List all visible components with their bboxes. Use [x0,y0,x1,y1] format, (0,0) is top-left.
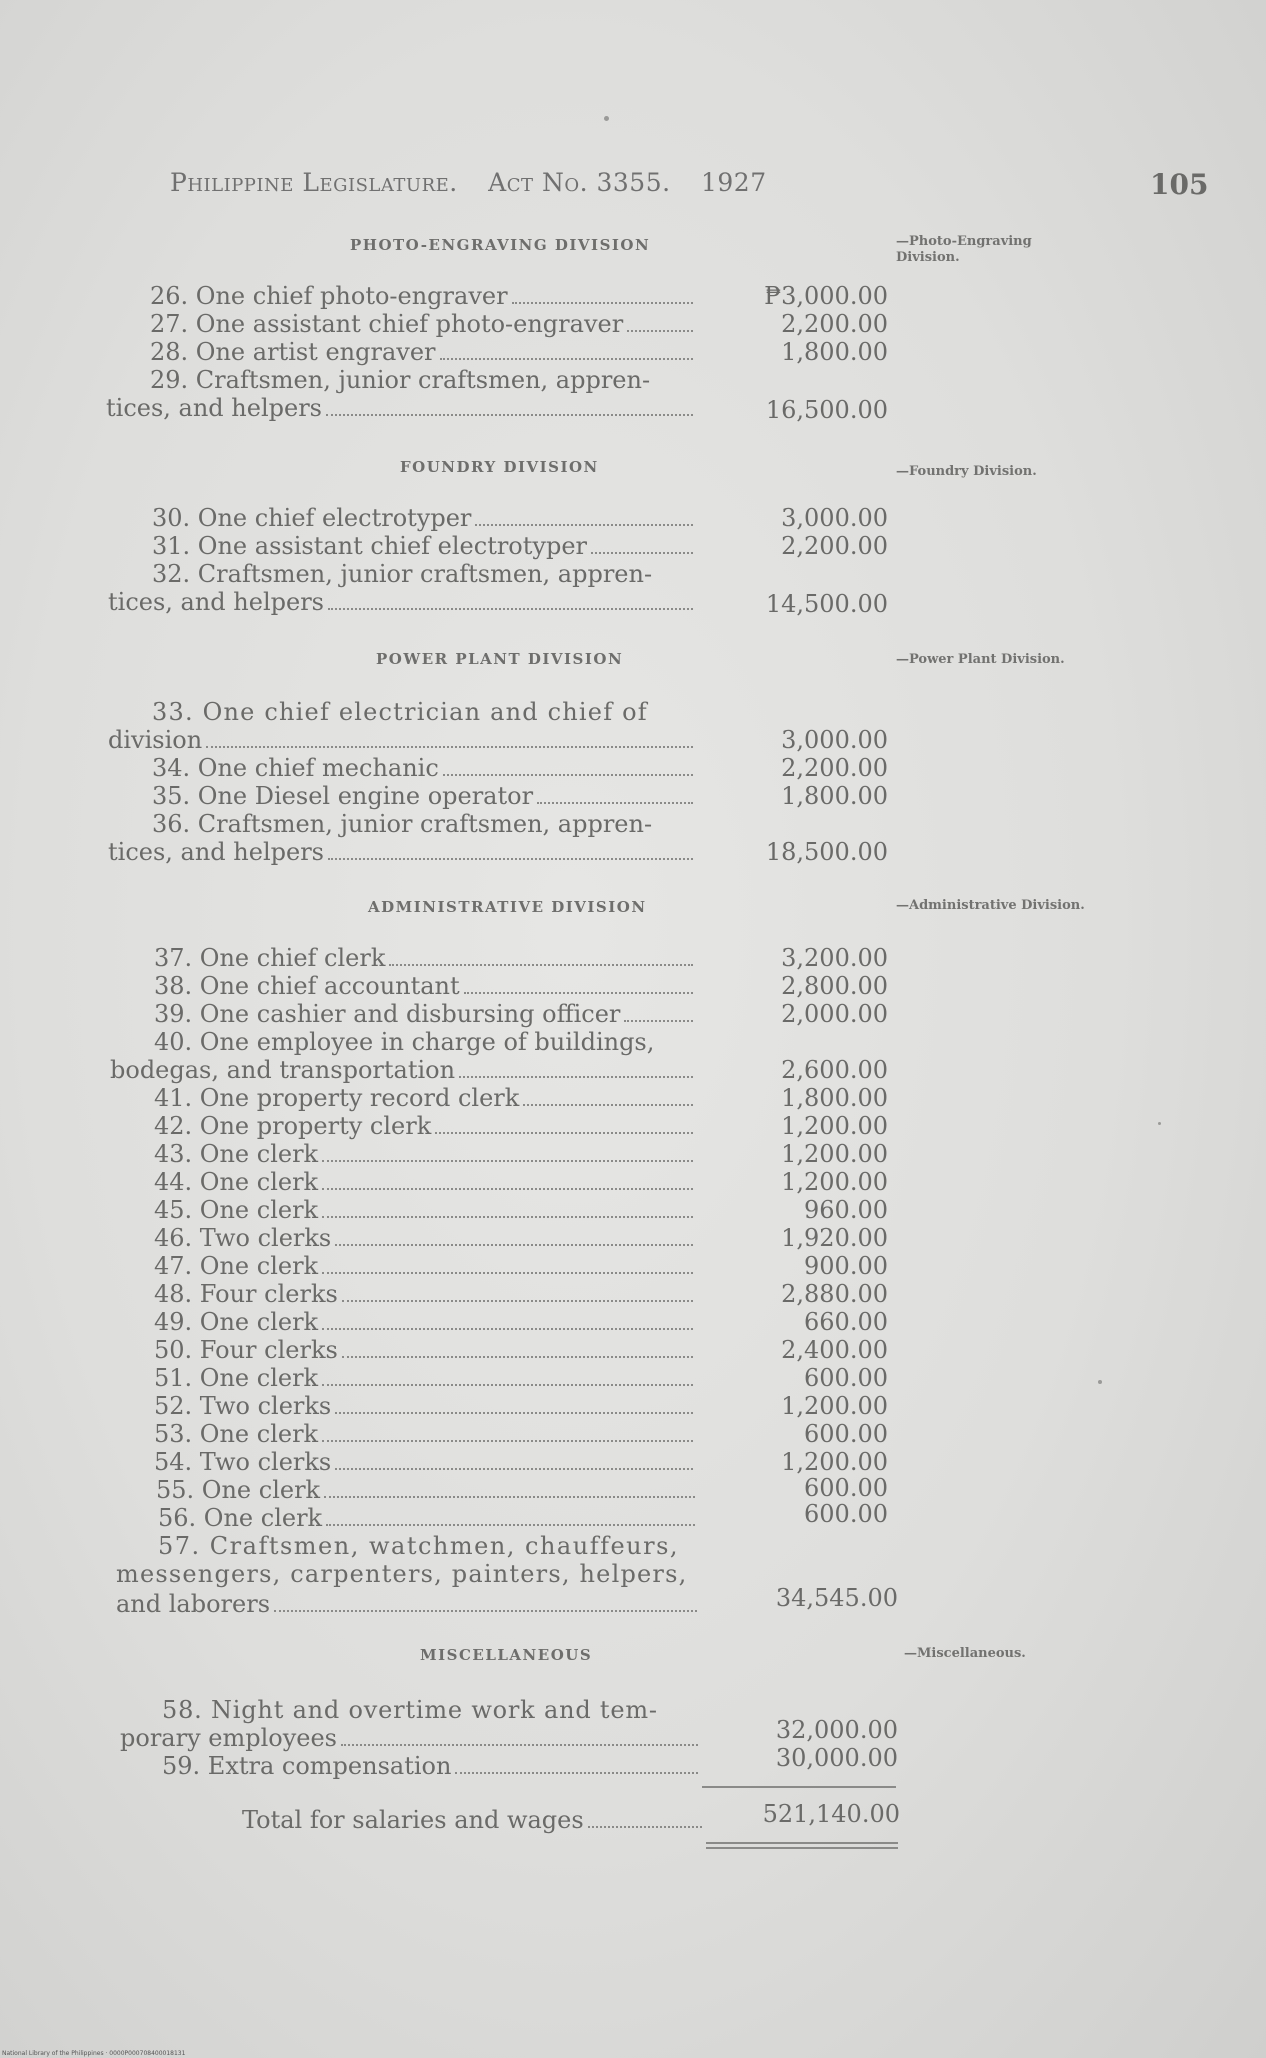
list-item: 56. One clerk [158,1504,697,1532]
amount: 1,920.00 [781,1224,888,1252]
list-item: 43. One clerk [154,1140,695,1168]
list-item: 47. One clerk [154,1252,695,1280]
amount: 2,800.00 [781,972,888,1000]
header-year: 1927 [701,168,767,197]
amount: 900.00 [804,1252,888,1280]
list-item: 38. One chief accountant [154,972,695,1000]
amount: 600.00 [804,1500,888,1528]
list-item: 45. One clerk [154,1196,695,1224]
amount: 34,545.00 [775,1584,898,1612]
list-item: 27. One assistant chief photo-engraver [150,310,695,338]
list-item-line: 58. Night and overtime work and tem- [162,1696,658,1724]
list-item-line: 29. Craftsmen, junior craftsmen, appren- [150,366,651,394]
list-item-line: 40. One employee in charge of buildings, [154,1028,655,1056]
amount: 2,600.00 [781,1056,888,1084]
list-item: 55. One clerk [156,1476,697,1504]
amount: 2,000.00 [781,1000,888,1028]
amount: 1,200.00 [781,1112,888,1140]
speck [1098,1380,1102,1384]
section-title-foundry: FOUNDRY DIVISION [400,458,599,476]
amount: 2,400.00 [781,1336,888,1364]
total-double-rule-2 [706,1847,898,1849]
list-item: 28. One artist engraver [150,338,695,366]
amount: 2,880.00 [781,1280,888,1308]
amount: 600.00 [804,1474,888,1502]
list-item: and laborers [116,1590,699,1618]
list-item-line: 36. Craftsmen, junior craftsmen, appren- [152,810,653,838]
amount: 1,200.00 [781,1392,888,1420]
amount: ₱3,000.00 [764,282,888,310]
amount: 2,200.00 [781,754,888,782]
list-item-line: messengers, carpenters, painters, helpers, [116,1560,688,1588]
list-item: 31. One assistant chief electrotyper [152,532,695,560]
total-top-rule [702,1786,896,1788]
amount: 3,200.00 [781,944,888,972]
list-item: 34. One chief mechanic [152,754,695,782]
list-item: 49. One clerk [154,1308,695,1336]
list-item: bodegas, and transportation [110,1056,695,1084]
list-item: 35. One Diesel engine operator [152,782,695,810]
margin-note-administrative: —Administrative Division. [896,898,1085,913]
list-item: tices, and helpers [106,394,695,422]
total-label: Total for salaries and wages [242,1806,584,1834]
amount: 2,200.00 [781,532,888,560]
amount: 32,000.00 [775,1716,898,1744]
speck [1158,1122,1161,1125]
list-item: 46. Two clerks [154,1224,695,1252]
speck [604,116,609,121]
margin-note-foundry: —Foundry Division. [896,464,1037,479]
amount: 1,800.00 [781,338,888,366]
amount: 660.00 [804,1308,888,1336]
amount: 30,000.00 [775,1744,898,1772]
header-act: Act No. 3355. [488,168,671,197]
list-item: 48. Four clerks [154,1280,695,1308]
list-item-line: 32. Craftsmen, junior craftsmen, appren- [152,560,653,588]
amount: 1,200.00 [781,1140,888,1168]
list-item: 52. Two clerks [154,1392,695,1420]
list-item: 41. One property record clerk [154,1084,695,1112]
margin-note-photo-engraving: —Photo-Engraving Division. [896,234,1032,265]
amount: 1,200.00 [781,1168,888,1196]
amount: 3,000.00 [781,726,888,754]
margin-note-power-plant: —Power Plant Division. [896,652,1065,667]
scan-footer: National Library of the Philippines · 0000P000708400018131 [2,2050,186,2057]
list-item: division [108,726,695,754]
amount: 3,000.00 [781,504,888,532]
section-title-photo-engraving: PHOTO-ENGRAVING DIVISION [350,236,651,254]
list-item: 59. Extra compensation [162,1752,700,1780]
list-item: tices, and helpers [108,588,695,616]
amount: 16,500.00 [765,396,888,424]
total-row [242,1806,704,1834]
list-item: 39. One cashier and disbursing officer [154,1000,695,1028]
amount: 960.00 [804,1196,888,1224]
list-item: 51. One clerk [154,1364,695,1392]
page-number: 105 [1150,168,1209,201]
amount: 18,500.00 [765,838,888,866]
header-title: Philippine Legislature. [170,168,458,197]
list-item: 42. One property clerk [154,1112,695,1140]
section-title-miscellaneous: MISCELLANEOUS [420,1646,593,1664]
amount: 600.00 [804,1364,888,1392]
running-header [170,168,789,197]
margin-note-miscellaneous: —Miscellaneous. [904,1646,1026,1661]
amount: 1,800.00 [781,1084,888,1112]
total-amount: 521,140.00 [762,1800,900,1828]
list-item: porary employees [120,1724,700,1752]
list-item: tices, and helpers [108,838,695,866]
list-item: 54. Two clerks [154,1448,695,1476]
list-item-line: 33. One chief electrician and chief of [152,698,648,726]
list-item: 30. One chief electrotyper [152,504,695,532]
section-title-power-plant: POWER PLANT DIVISION [376,650,624,668]
list-item: 53. One clerk [154,1420,695,1448]
list-item: 37. One chief clerk [154,944,695,972]
list-item-line: 57. Craftsmen, watchmen, chauffeurs, [158,1532,680,1560]
amount: 2,200.00 [781,310,888,338]
amount: 1,800.00 [781,782,888,810]
list-item: 50. Four clerks [154,1336,695,1364]
amount: 1,200.00 [781,1448,888,1476]
list-item: 44. One clerk [154,1168,695,1196]
amount: 600.00 [804,1420,888,1448]
total-double-rule-1 [706,1842,898,1844]
section-title-administrative: ADMINISTRATIVE DIVISION [368,898,647,916]
list-item: 26. One chief photo-engraver [150,282,695,310]
amount: 14,500.00 [765,590,888,618]
